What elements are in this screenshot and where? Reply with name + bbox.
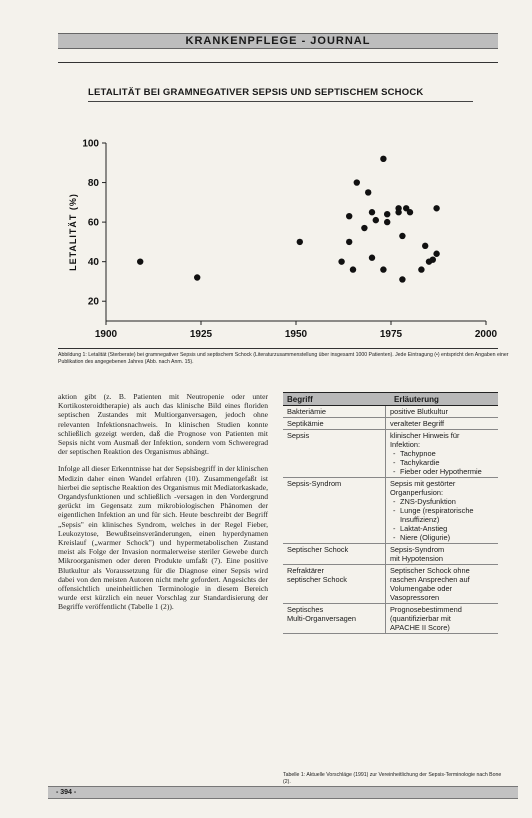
sepsis-terminology-table: [283, 392, 498, 634]
table-term-cell: [283, 406, 386, 417]
table-term-text: Septischer Schock: [287, 545, 349, 554]
data-point: [433, 251, 439, 257]
table-term-text: Septisches: [287, 605, 324, 614]
table-term-text: Multi-Organversagen: [287, 614, 357, 623]
data-point: [297, 239, 303, 245]
figure-caption: Abbildung 1: Letalität (Sterberate) bei gramnegativer Sepsis und septischem Schock (Literaturzusammenstellung über insgesamt 1000 Patienten). Jede Eintragung (•) entspricht den Angaben einer Publikation des angegebenen Jahres (Abb. nach Anm. 15).: [58, 352, 509, 365]
x-tick-label: 1975: [379, 329, 403, 340]
data-point: [399, 233, 405, 239]
table-bullet-item: - Tachypnoe: [390, 449, 494, 458]
y-tick-label: 20: [87, 296, 99, 308]
table-explanation-text: Prognosebestimmend: [390, 605, 462, 614]
table-bullet-item: - Tachykardie: [390, 458, 494, 467]
table-explanation-text: Infektion:: [390, 440, 420, 449]
figure-box: [58, 62, 498, 349]
data-point: [365, 189, 371, 195]
table-explanation-text: klinischer Hinweis für: [390, 431, 460, 440]
data-point: [384, 211, 390, 217]
table-term-text: Refraktärer: [287, 566, 324, 575]
table-row: [283, 418, 498, 430]
table-header: [283, 392, 498, 406]
table-row: [283, 604, 498, 634]
table-explanation-text: Volumengabe oder: [390, 584, 453, 593]
data-point: [399, 276, 405, 282]
table-bullet-item: - Niere (Oligurie): [390, 533, 494, 542]
data-point: [407, 209, 413, 215]
table-explanation-cell: [386, 604, 498, 633]
table-row: [283, 544, 498, 565]
table-bullet-item: - ZNS-Dysfunktion: [390, 497, 494, 506]
data-point: [380, 266, 386, 272]
table-explanation-text: (quantifizierbar mit: [390, 614, 451, 623]
table-bullet-item: - Fieber oder Hypothermie: [390, 467, 494, 476]
table-explanation-cell: [386, 478, 498, 543]
x-tick-label: 1900: [94, 329, 118, 340]
table-explanation-text: APACHE II Score): [390, 623, 450, 632]
table-term-cell: [283, 565, 386, 603]
table-header-explanation: Erläuterung: [394, 394, 439, 404]
table-row: [283, 565, 498, 604]
data-point: [354, 179, 360, 185]
table-caption: Tabelle 1: Aktuelle Vorschläge (1991) zur Vereinheitlichung der Sepsis-Terminologie nach Bone (2).: [283, 772, 502, 785]
table-row: [283, 430, 498, 478]
scatter-chart: [58, 63, 498, 348]
table-explanation-text: veralteter Begriff: [390, 419, 445, 428]
y-tick-label: 60: [87, 217, 99, 229]
table-explanation-cell: [386, 544, 498, 564]
table-body: [283, 406, 498, 634]
data-point: [422, 243, 428, 249]
chart-title: LETALITÄT BEI GRAMNEGATIVER SEPSIS UND SEPTISCHEM SCHOCK: [88, 87, 424, 98]
table-term-cell: [283, 544, 386, 564]
table-explanation-text: Sepsis-Syndrom: [390, 545, 445, 554]
table-explanation-text: Sepsis mit gestörter: [390, 479, 456, 488]
data-point: [418, 266, 424, 272]
data-point: [346, 213, 352, 219]
table-bullet-item: - Laktat-Anstieg: [390, 524, 494, 533]
table-term-cell: [283, 418, 386, 429]
data-point: [350, 266, 356, 272]
data-point: [395, 209, 401, 215]
page-number: - 394 -: [56, 789, 77, 796]
table-row: [283, 478, 498, 544]
table-term-cell: [283, 478, 386, 543]
table-explanation-text: Vasopressoren: [390, 593, 440, 602]
y-tick-label: 80: [87, 178, 99, 190]
x-tick-label: 1950: [284, 329, 308, 340]
body-paragraph-1: aktion gibt (z. B. Patienten mit Neutropenie oder unter Kortikosteroidtherapie) als auch das klinische Bild eines floriden septischen Zustandes mit Multiorganversagen, jedoch ohne relevanten Infektionsnachweis. In klinischen Studien konnte schließlich gezeigt werden, daß die Prognose von Patienten mit Sepsis nicht vom Ausmaß der Infektion, sondern vom Schweregrad der septischen Reaktion des Organismus abhängt.: [58, 392, 268, 457]
footer-bar: [48, 786, 518, 799]
table-explanation-text: mit Hypotension: [390, 554, 443, 563]
table-term-text: septischer Schock: [287, 575, 347, 584]
data-point: [338, 258, 344, 264]
data-point: [384, 219, 390, 225]
y-tick-label: 100: [82, 138, 99, 150]
table-term-text: Septikämie: [287, 419, 324, 428]
journal-header-bar: [58, 33, 498, 49]
table-term-cell: [283, 430, 386, 477]
table-term-cell: [283, 604, 386, 633]
table-explanation-text: Septischer Schock ohne: [390, 566, 470, 575]
table-explanation-cell: [386, 406, 498, 417]
data-point: [361, 225, 367, 231]
table-row: [283, 406, 498, 418]
x-tick-label: 1925: [189, 329, 213, 340]
y-tick-label: 40: [87, 257, 99, 269]
data-point: [380, 156, 386, 162]
data-point: [346, 239, 352, 245]
table-explanation-text: positive Blutkultur: [390, 407, 448, 416]
table-term-text: Sepsis-Syndrom: [287, 479, 342, 488]
body-text-column: [58, 392, 268, 620]
body-paragraph-2: Infolge all dieser Erkenntnisse hat der Sepsisbegriff in der klinischen Medizin daher einen Wandel erfahren (10). Zusammengefaßt ist hierbei die septische Reaktion des Organismus mit Mediatorkaskade, Organdysfunktionen und schließlich -versagen in den Vordergrund gerückt im Gegensatz zum mikrobiologischen Phänomen der eigentlichen Infektion an und für sich. Heute beschreibt der Begriff „Sepsis" ein klinisches Syndrom, welches in der Regel Fieber, Leukozytose, Bewußtseinsveränderungen, einen hyperdynamen Kreislauf („warmer Schock") und hypermetabolischen Zustand meist als Folge der Invasion normalerweise steriler Gewebe durch Mikroorganismen oder deren Produkte umfaßt (7). Eine positive Blutkultur als Voraussetzung für die Diagnose einer Sepsis wird dabei von den meisten Autoren nicht mehr gefordert. Angesichts der offensichtlich uneinheitlichen Terminologie in diesem Bereich wurde erst kürzlich ein neuer Vorschlag zur Standardisierung der Begriffe veröffentlicht (Tabelle 1 (2)).: [58, 464, 268, 612]
journal-header-title: KRANKENPFLEGE - JOURNAL: [185, 35, 371, 47]
data-point: [194, 274, 200, 280]
data-point: [433, 205, 439, 211]
data-point: [137, 258, 143, 264]
table-explanation-text: Organperfusion:: [390, 488, 443, 497]
table-bullet-item: - Lunge (respiratorische Insuffizienz): [390, 506, 494, 524]
table-explanation-text: raschen Ansprechen auf: [390, 575, 470, 584]
table-explanation-cell: [386, 565, 498, 603]
data-point: [430, 256, 436, 262]
table-term-text: Bakteriämie: [287, 407, 327, 416]
table-explanation-cell: [386, 430, 498, 477]
data-point: [369, 209, 375, 215]
y-axis-label: LETALITÄT (%): [68, 193, 78, 271]
table-header-term: Begriff: [287, 394, 313, 404]
data-point: [373, 217, 379, 223]
table-term-text: Sepsis: [287, 431, 310, 440]
data-point: [369, 255, 375, 261]
table-explanation-cell: [386, 418, 498, 429]
x-tick-label: 2000: [474, 329, 498, 340]
